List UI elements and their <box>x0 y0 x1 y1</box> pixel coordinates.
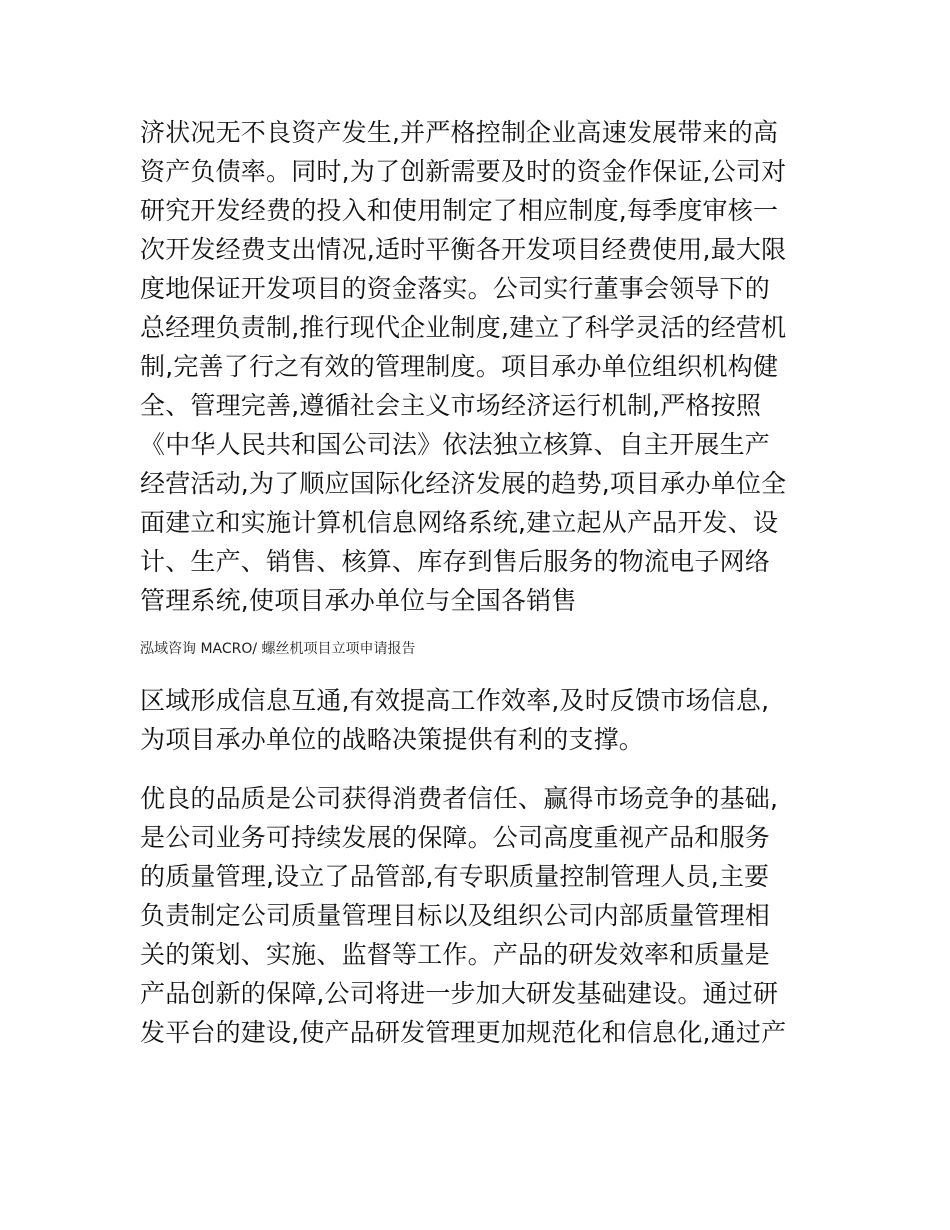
text-line: 产品创新的保障,公司将进一步加大研发基础建设。通过研 <box>140 979 779 1008</box>
text-line: 优良的品质是公司获得消费者信任、赢得市场竞争的基础, <box>140 784 779 813</box>
text-line: 《中华人民共和国公司法》依法独立核算、自主开展生产 <box>140 430 771 459</box>
text-line: 总经理负责制,推行现代企业制度,建立了科学灵活的经营机 <box>140 313 787 342</box>
text-line: 济状况无不良资产发生,并严格控制企业高速发展带来的高 <box>140 118 779 147</box>
text-line: 经营活动,为了顺应国际化经济发展的趋势,项目承办单位全 <box>140 469 787 498</box>
text-line: 资产负债率。同时,为了创新需要及时的资金作保证,公司对 <box>140 157 787 186</box>
text-line: 关的策划、实施、监督等工作。产品的研发效率和质量是 <box>140 940 771 969</box>
text-line: 制,完善了行之有效的管理制度。项目承办单位组织机构健 <box>140 352 779 381</box>
text-line: 度地保证开发项目的资金落实。公司实行董事会领导下的 <box>140 274 771 303</box>
text-line: 研究开发经费的投入和使用制定了相应制度,每季度审核一 <box>140 196 779 225</box>
text-line: 次开发经费支出情况,适时平衡各开发项目经费使用,最大限 <box>140 235 787 264</box>
text-line: 发平台的建设,使产品研发管理更加规范化和信息化,通过产 <box>140 1018 787 1047</box>
text-line: 负责制定公司质量管理目标以及组织公司内部质量管理相 <box>140 901 771 930</box>
text-line: 为项目承办单位的战略决策提供有利的支撑。 <box>140 725 645 754</box>
text-line: 管理系统,使项目承办单位与全国各销售 <box>140 586 577 615</box>
text-line: 区域形成信息互通,有效提高工作效率,及时反馈市场信息, <box>140 686 770 715</box>
text-line: 是公司业务可持续发展的保障。公司高度重视产品和服务 <box>140 823 771 852</box>
text-line: 计、生产、销售、核算、库存到售后服务的物流电子网络 <box>140 547 771 576</box>
running-header: 泓域咨询 MACRO/ 螺丝机项目立项申请报告 <box>140 641 416 657</box>
text-line: 面建立和实施计算机信息网络系统,建立起从产品开发、设 <box>140 508 779 537</box>
text-line: 的质量管理,设立了品管部,有专职质量控制管理人员,主要 <box>140 862 770 891</box>
text-line: 全、管理完善,遵循社会主义市场经济运行机制,严格按照 <box>140 391 762 420</box>
